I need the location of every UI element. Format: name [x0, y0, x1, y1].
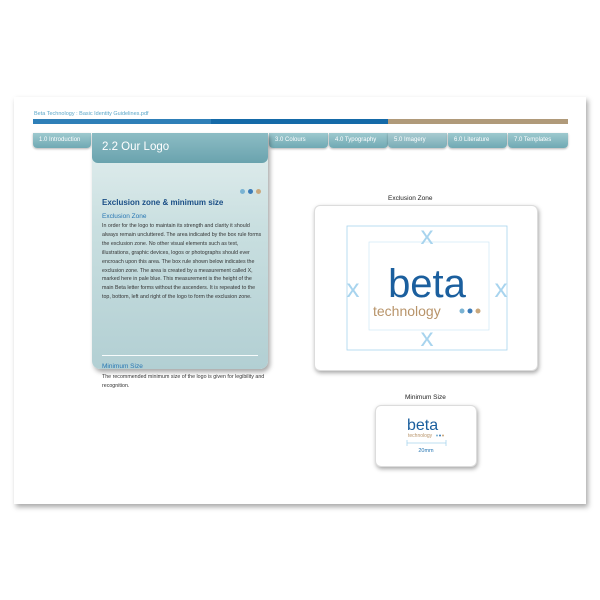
exclusion-zone-text: In order for the logo to maintain its strength and clarity it should always remain uncluttered. The area indicated by the box rule forms the exclusion zone. No other visual elements such as text, illustrations, graphic devices, logos or photographs should ever encroach upon this area. The box rule shown below indicates the exclusion zone. The area is created by a measurement called X, marked here in pale blue. This measurement is the height of the main Beta letter forms without the ascenders. It is repeated to the top, bottom, left and right of the logo to form the exclusion zone. [102, 223, 262, 301]
min-logo-dot [439, 435, 441, 437]
marker-x-top: x [420, 220, 434, 250]
accent-dot [256, 189, 261, 194]
marker-x-bottom: x [420, 322, 434, 352]
marker-x-right: x [494, 273, 508, 303]
minimum-size-card [375, 405, 477, 467]
minimum-size-caption: Minimum Size [405, 394, 446, 401]
logo-dot [460, 309, 465, 314]
exclusion-zone-card [314, 205, 538, 371]
min-logo-dot [442, 435, 444, 437]
measurement-label: 20mm [418, 448, 434, 454]
accent-dot [240, 189, 245, 194]
min-logo-technology: technology [408, 433, 433, 439]
exclusion-zone-caption: Exclusion Zone [388, 195, 433, 202]
logo-dot [476, 309, 481, 314]
logo-dot [468, 309, 473, 314]
header-stripe-blue [33, 119, 211, 124]
minimum-size-heading: Minimum Size [102, 363, 143, 370]
tab-templates[interactable]: 7.0 Templates [508, 133, 568, 148]
content-panel [92, 133, 268, 369]
min-logo-dot [436, 435, 438, 437]
panel-header[interactable] [92, 133, 268, 163]
section-divider [102, 355, 258, 356]
section-heading: Exclusion zone & minimum size [102, 198, 224, 207]
header-stripe-tan [388, 119, 568, 124]
tab-introduction[interactable]: 1.0 Introduction [33, 133, 91, 148]
min-logo-beta: beta [407, 417, 439, 434]
marker-x-left: x [346, 273, 360, 303]
exclusion-zone-diagram [315, 206, 539, 372]
tab-imagery[interactable]: 5.0 Imagery [388, 133, 447, 148]
document-title: Beta Technology : Basic Identity Guidelines.pdf [34, 111, 149, 117]
logo-technology: technology [373, 303, 441, 319]
document-page [14, 97, 586, 504]
tab-colours[interactable]: 3.0 Colours [269, 133, 328, 148]
minimum-size-diagram [376, 406, 478, 468]
accent-dot [248, 189, 253, 194]
tab-literature[interactable]: 6.0 Literature [448, 133, 507, 148]
header-stripe-dark-blue [211, 119, 388, 124]
minimum-size-text: The recommended minimum size of the logo is given for legibility and recognition. [102, 374, 265, 389]
logo-beta: beta [388, 262, 466, 306]
panel-title: 2.2 Our Logo [102, 141, 170, 153]
exclusion-zone-heading: Exclusion Zone [102, 213, 147, 220]
tab-typography[interactable]: 4.0 Typography [329, 133, 388, 148]
